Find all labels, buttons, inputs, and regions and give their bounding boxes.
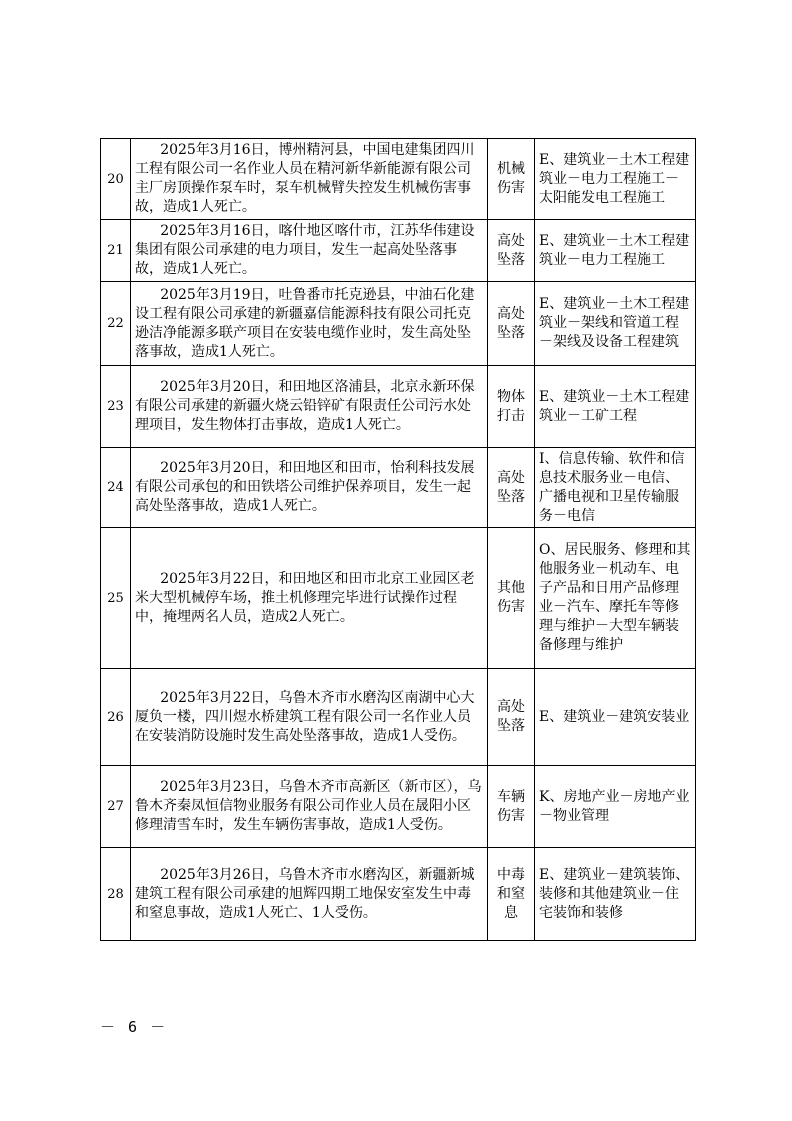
table-row <box>101 848 696 941</box>
accident-description: 2025年3月20日，和田地区和田市，怡利科技发展有限公司承包的和田铁塔公司维护保养项目，发生一起高处坠落事故，造成1人死亡。 <box>131 448 488 528</box>
accident-description: 2025年3月19日，吐鲁番市托克逊县，中油石化建设工程有限公司承建的新疆嘉信能源科技有限公司托克逊洁净能源多联产项目在安装电缆作业时，发生高处坠落事故，造成1人死亡。 <box>131 282 488 366</box>
table-row <box>101 366 696 448</box>
table-row <box>101 282 696 366</box>
accident-type: 车辆伤害 <box>488 766 535 848</box>
industry-category: E、建筑业－土木工程建筑业－架线和管道工程－架线及设备工程建筑 <box>535 282 696 366</box>
row-number: 20 <box>101 139 131 220</box>
accident-type: 其他伤害 <box>488 528 535 669</box>
table-row <box>101 528 696 669</box>
row-number: 23 <box>101 366 131 448</box>
row-number: 28 <box>101 848 131 941</box>
row-number: 27 <box>101 766 131 848</box>
accident-description: 2025年3月16日，博州精河县，中国电建集团四川工程有限公司一名作业人员在精河新华新能源有限公司主厂房顶操作泵车时，泵车机械臂失控发生机械伤害事故，造成1人死亡。 <box>131 139 488 220</box>
row-number: 25 <box>101 528 131 669</box>
industry-category: E、建筑业－土木工程建筑业－电力工程施工 <box>535 220 696 282</box>
table-row <box>101 220 696 282</box>
accident-type: 高处坠落 <box>488 282 535 366</box>
accident-description: 2025年3月20日，和田地区洛浦县，北京永新环保有限公司承建的新疆火烧云铅锌矿有限责任公司污水处理项目，发生物体打击事故，造成1人死亡。 <box>131 366 488 448</box>
accident-type: 高处坠落 <box>488 448 535 528</box>
industry-category: E、建筑业－土木工程建筑业－工矿工程 <box>535 366 696 448</box>
table-row <box>101 139 696 220</box>
industry-category: I、信息传输、软件和信息技术服务业－电信、广播电视和卫星传输服务－电信 <box>535 448 696 528</box>
accident-type: 机械伤害 <box>488 139 535 220</box>
accident-description: 2025年3月16日，喀什地区喀什市，江苏华伟建设集团有限公司承建的电力项目，发生一起高处坠落事故，造成1人死亡。 <box>131 220 488 282</box>
row-number: 22 <box>101 282 131 366</box>
row-number: 21 <box>101 220 131 282</box>
accident-type: 中毒和窒息 <box>488 848 535 941</box>
table-row <box>101 766 696 848</box>
accident-type: 高处坠落 <box>488 220 535 282</box>
industry-category: E、建筑业－土木工程建筑业－电力工程施工－太阳能发电工程施工 <box>535 139 696 220</box>
accident-description: 2025年3月22日，乌鲁木齐市水磨沟区南湖中心大厦负一楼，四川煜水桥建筑工程有限公司一名作业人员在安装消防设施时发生高处坠落事故，造成1人受伤。 <box>131 669 488 766</box>
industry-category: K、房地产业－房地产业－物业管理 <box>535 766 696 848</box>
table-row <box>101 669 696 766</box>
accident-type: 物体打击 <box>488 366 535 448</box>
accident-type: 高处坠落 <box>488 669 535 766</box>
row-number: 24 <box>101 448 131 528</box>
industry-category: E、建筑业－建筑装饰、装修和其他建筑业－住宅装饰和装修 <box>535 848 696 941</box>
accident-description: 2025年3月26日，乌鲁木齐市水磨沟区，新疆新城建筑工程有限公司承建的旭辉四期工地保安室发生中毒和窒息事故，造成1人死亡、1人受伤。 <box>131 848 488 941</box>
accident-description: 2025年3月23日，乌鲁木齐市高新区（新市区），乌鲁木齐秦凤恒信物业服务有限公司作业人员在晟阳小区修理清雪车时，发生车辆伤害事故，造成1人受伤。 <box>131 766 488 848</box>
industry-category: E、建筑业－建筑安装业 <box>535 669 696 766</box>
row-number: 26 <box>101 669 131 766</box>
table-row <box>101 448 696 528</box>
industry-category: O、居民服务、修理和其他服务业－机动车、电子产品和日用产品修理业－汽车、摩托车等修理与维护－大型车辆装备修理与维护 <box>535 528 696 669</box>
accident-table <box>100 138 696 941</box>
accident-description: 2025年3月22日，和田地区和田市北京工业园区老米大型机械停车场，推土机修理完毕进行试操作过程中，掩埋两名人员，造成2人死亡。 <box>131 528 488 669</box>
page-number: － 6 － <box>100 1018 168 1036</box>
